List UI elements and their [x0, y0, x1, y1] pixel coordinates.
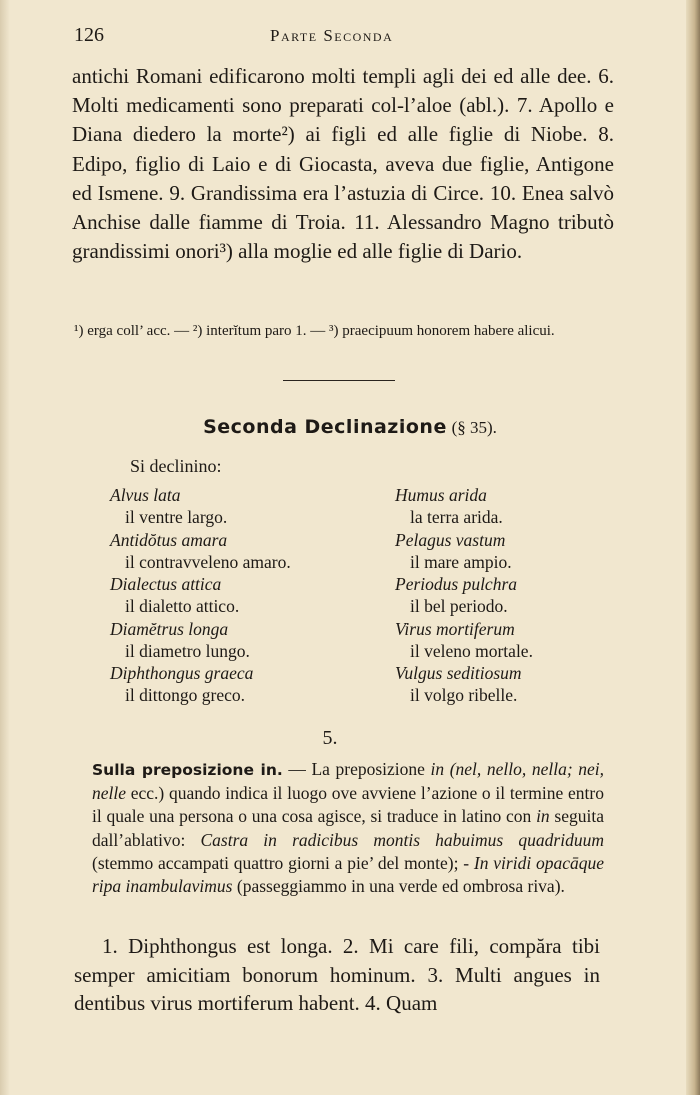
- rule-text-segment: — La preposizione: [288, 759, 431, 779]
- latin-phrase: Diamĕtrus longa: [110, 618, 229, 639]
- declension-entry: [395, 662, 635, 706]
- italian-translation: il dialetto attico.: [125, 596, 240, 616]
- declension-entry: [395, 573, 635, 617]
- latin-phrase: Diphthongus graeca: [110, 663, 254, 683]
- section-intro: Si declinino:: [130, 456, 222, 476]
- italian-translation: il mare ampio.: [410, 551, 512, 572]
- declension-entry: [110, 529, 380, 573]
- italian-translation: il ventre largo.: [125, 507, 228, 527]
- italian-translation: la terra arida.: [410, 507, 503, 527]
- running-title: Parte Seconda: [270, 26, 394, 45]
- exercise-paragraph: antichi Romani edificarono molti templi agli dei ed alle dee. 6. Molti medicamenti sono preparati col-l’aloe (abl.). 7. Apollo e Diana diedero la morte²) ai figli ed alle figlie di Niobe. 8. Edipo, figlio di Laio e di Giocasta, aveva due figlie, Antigone ed Ismene. 9. Grandissima era l’astuzia di Circe. 10. Enea salvò Anchise dalle fiamme di Troia. 11. Alessandro Magno tributò grandissimi onori³) alla moglie ed alle figlie di Dario.: [72, 64, 614, 264]
- page-edge: [686, 0, 700, 1095]
- declension-entry: [110, 573, 380, 617]
- declension-entry: [395, 618, 635, 662]
- latin-phrase: Virus mortiferum: [395, 618, 515, 639]
- rule-text-segment: ecc.) quando indica il luogo ove avviene l’azione o il termine entro il quale una persona o una cosa agisce, si traduce in latino con: [92, 783, 604, 827]
- italian-translation: il dittongo greco.: [125, 685, 246, 705]
- section-title: Seconda Declinazione: [203, 416, 447, 438]
- latin-phrase: Alvus lata: [110, 485, 181, 505]
- rule-example-latin: In viridi opacāque ripa inambulavimus: [92, 852, 604, 897]
- italian-translation: il contravveleno amaro.: [125, 551, 291, 572]
- rule-text-segment: (passeggiammo in una verde ed ombrosa riva).: [232, 876, 565, 897]
- page-number: 126: [74, 24, 104, 46]
- latin-phrase: Dialectus attica: [110, 574, 222, 594]
- footnotes: ¹) erga coll’ acc. — ²) interĭtum paro 1. — ³) praecipuum honorem habere alicui.: [74, 323, 555, 339]
- latin-phrase: Periodus pulchra: [395, 574, 518, 594]
- rule-italic-segment: in: [536, 806, 550, 827]
- declension-entry: [395, 529, 635, 573]
- section-reference: (§ 35).: [451, 418, 497, 437]
- declension-entry: [110, 484, 380, 528]
- section-number: 5.: [322, 727, 338, 749]
- declension-entry: [110, 662, 380, 706]
- grammar-rule: [92, 758, 604, 898]
- declension-column-right: [395, 484, 635, 707]
- exercise-paragraph: 1. Diphthongus est longa. 2. Mi care fili, compăra tibi semper amicitiam bonorum hominum. 3. Multi angues in dentibus virus mortiferum habent. 4. Quam: [74, 934, 600, 1015]
- exercise-bottom-text: [74, 932, 600, 1018]
- rule-text-segment: seguita dall’ablativo:: [92, 806, 604, 850]
- declension-entry: [395, 484, 635, 528]
- italian-translation: il veleno mortale.: [410, 640, 533, 661]
- italian-translation: il bel periodo.: [410, 596, 508, 616]
- declension-column-left: [110, 484, 380, 707]
- rule-italic-segment: in (nel, nello, nella; nei, nelle: [92, 759, 604, 804]
- section-heading: [0, 416, 700, 439]
- page-header: [74, 24, 614, 50]
- italian-translation: il volgo ribelle.: [410, 685, 518, 705]
- rule-example-latin: Castra in radicibus montis habuimus quadriduum: [200, 829, 604, 850]
- grammar-rule-label: Sulla preposizione in.: [92, 761, 283, 779]
- latin-phrase: Humus arida: [395, 485, 487, 505]
- rule-text-segment: (stemmo accampati quattro giorni a pie’ del monte); -: [92, 852, 474, 873]
- latin-phrase: Pelagus vastum: [395, 529, 506, 550]
- separator-rule: [283, 380, 395, 381]
- declension-entry: [110, 618, 380, 662]
- latin-phrase: Vulgus seditiosum: [395, 663, 522, 683]
- italian-translation: il diametro lungo.: [125, 640, 250, 661]
- page-gutter-shadow: [0, 0, 10, 1095]
- latin-phrase: Antidŏtus amara: [110, 529, 228, 550]
- exercise-top-text: [72, 62, 614, 266]
